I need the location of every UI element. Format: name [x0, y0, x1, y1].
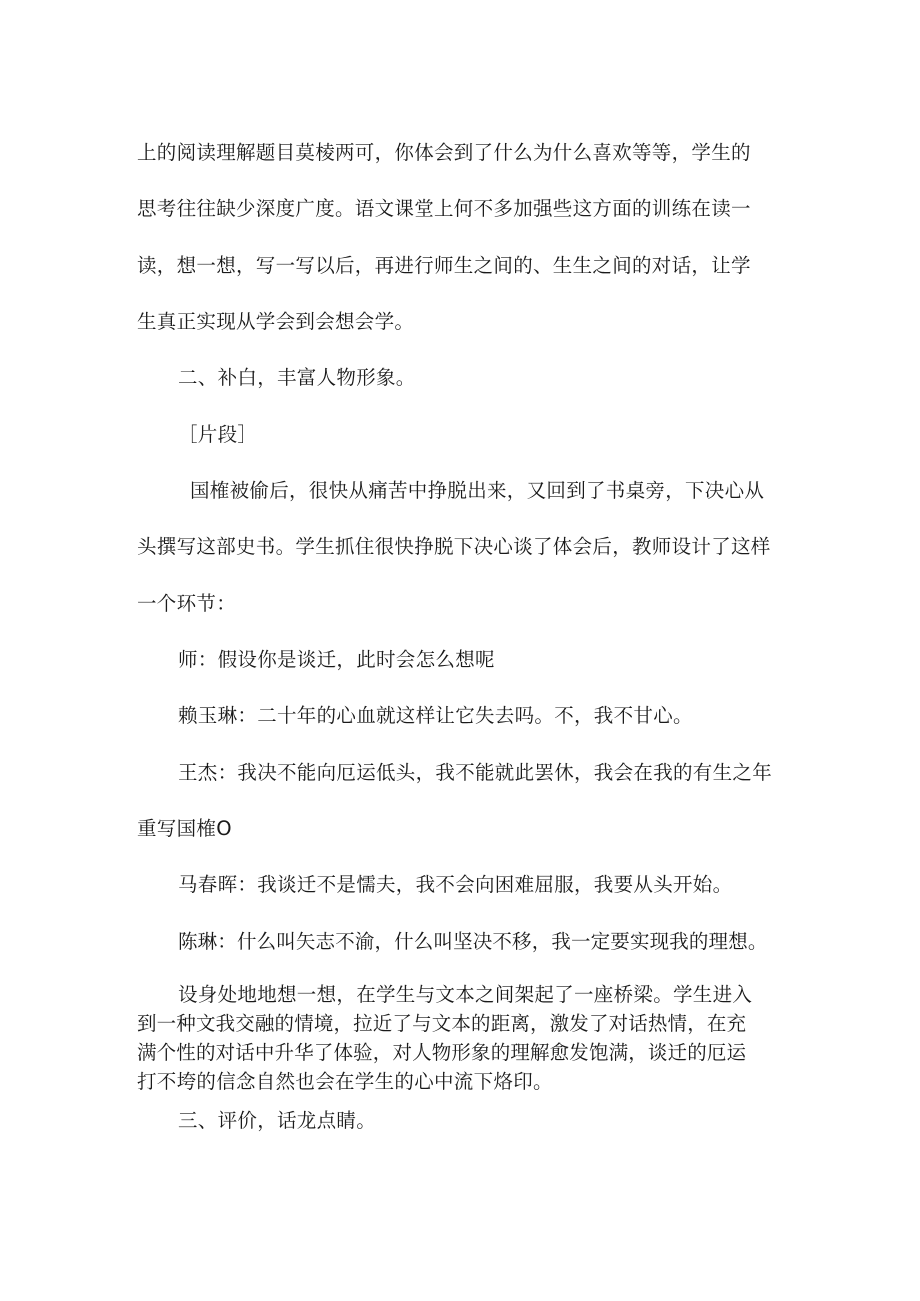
paragraph-line-4: 生真正实现从学会到会想会学。 — [137, 310, 415, 333]
paragraph-line-2: 思考往往缺少深度广度。语文课堂上何不多加强些这方面的训练在读一 — [137, 197, 751, 220]
paragraph-line-1: 上的阅读理解题目莫棱两可，你体会到了什么为什么喜欢等等，学生的 — [137, 141, 751, 164]
dialogue-student-1: 赖玉琳：二十年的心血就这样让它失去吗。不，我不甘心。 — [178, 704, 693, 727]
dialogue-student-3: 马春晖：我谈迁不是懦夫，我不会向困难屈服，我要从头开始。 — [178, 873, 733, 896]
paragraph-line-16: 设身处地地想一想，在学生与文本之间架起了一座桥梁。学生进入 — [178, 983, 753, 1006]
section-heading-3: 三、评价，话龙点睛。 — [178, 1109, 377, 1132]
paragraph-line-19: 打不垮的信念自然也会在学生的心中流下烙印。 — [137, 1070, 553, 1093]
paragraph-line-17: 到一种文我交融的情境，拉近了与文本的距离，激发了对话热情，在充 — [137, 1012, 747, 1035]
paragraph-line-18: 满个性的对话中升华了体验，对人物形象的理解愈发饱满，谈迁的厄运 — [137, 1041, 747, 1064]
segment-label: ［片段］ — [178, 423, 258, 446]
paragraph-line-8: 头撰写这部史书。学生抓住很快挣脱下决心谈了体会后，教师设计了这样 — [137, 535, 771, 558]
paragraph-line-9: 一个环节： — [137, 592, 237, 615]
paragraph-line-7: 国榷被偷后，很快从痛苦中挣脱出来，又回到了书桌旁，下决心从 — [190, 479, 765, 502]
dialogue-student-2-cont: 重写国榷O — [137, 817, 232, 840]
dialogue-teacher: 师：假设你是谈迁，此时会怎么想呢 — [178, 648, 495, 671]
paragraph-line-3: 读，想一想，写一写以后，再进行师生之间的、生生之间的对话，让学 — [137, 254, 751, 277]
section-heading-2: 二、补白，丰富人物形象。 — [178, 366, 416, 389]
dialogue-student-2: 王杰：我决不能向厄运低头，我不能就此罢休，我会在我的有生之年 — [178, 761, 773, 784]
dialogue-student-4: 陈琳：什么叫矢志不渝，什么叫坚决不移，我一定要实现我的理想。 — [178, 930, 768, 953]
